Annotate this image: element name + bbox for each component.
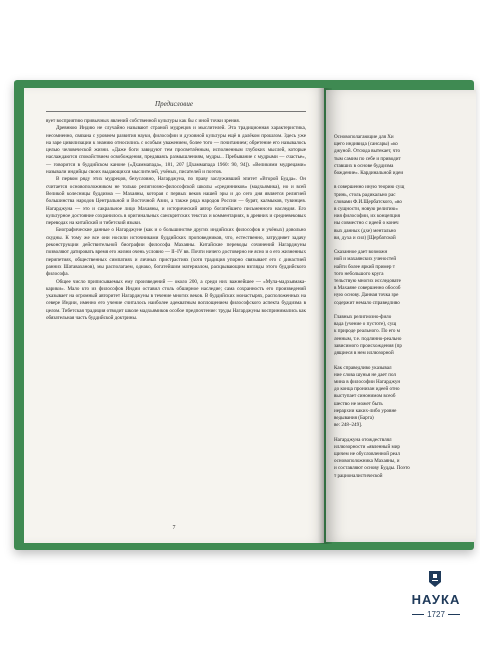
right-page-line: шество не может быть (334, 400, 383, 407)
right-page-line: тельствую многих исследовате (334, 278, 401, 285)
left-paragraph: В первом ряду этих мудрецов, безусловно, Нагарджуна, по праву заслуживший эпитет «Второй Будда». Он считается основоположником не только религиозно-философской школы «срединников» (мадхьямика), но и всей Великой колесницы буддизма — Махаяны, которая с первых веков нашей эры и до сего дня является религией большинства народов Центральной и Восточной Азии, а также ряда народов России — бурят, калмыков, тувинцев. Нагарджуна — это и сакральное лицо Махаяны, и исторический автор богатейшего письменного наследия. Его культурное достояние сохранилось в оригинальных санскритских текстах и комментариях, в древних и средневековых переводах на китайский и тибетский языки. (46, 176, 306, 227)
right-page-line: вада (учение о пустоте), сущ (334, 321, 397, 328)
right-page-line: и составляют основу Будды. Поэто (334, 465, 410, 472)
right-page-line: т рационалистической (334, 472, 383, 479)
right-page-line: ние слова шунья не дает пол (334, 371, 396, 378)
right-page-line: в совершенно иную теорию сущ (334, 184, 405, 191)
right-page-line: ставших в основе буддизма (334, 162, 394, 169)
right-page-line: в сущности, новую религию» (334, 206, 398, 213)
header-rule (46, 111, 306, 112)
right-page-line: основоположника Махаяны, и (334, 458, 400, 465)
right-page-line: тринь, столь радикально рас (334, 191, 396, 198)
publisher-year: 1727 (408, 610, 464, 619)
right-page-line: вых данных (дхе) ментально (334, 227, 397, 234)
right-page (326, 90, 476, 542)
publisher-name: НАУКА (411, 592, 461, 607)
right-page-line: Как справедливо указывал (334, 364, 392, 371)
right-page-line: выступает синонимом всеоб (334, 393, 396, 400)
right-page-line: джуной. Отсюда вытекает, что (334, 148, 400, 155)
right-page-line: тым самим по себе и приводит (334, 155, 401, 162)
right-page-line: ную основу. Данная точка зре (334, 292, 399, 299)
right-page-text (334, 134, 476, 480)
right-page-line: иерархии каких-либо уровне (334, 407, 397, 414)
right-page-line: щичем не обусловленной реал (334, 450, 400, 457)
right-page-line: мина в философии Нагарджун (334, 378, 401, 385)
right-page-line: ви, духа и сил) [Щербатской (334, 234, 396, 241)
right-page-line: ве: 248–249]. (334, 422, 363, 429)
right-page-line: к природе реального. По его м (334, 328, 400, 335)
left-paragraph: Общее число приписываемых ему произведений — около 200, а среди них важнейшее — «Мула-мадхьямака-карики». Мало кто из философов Индии оставил столь обширное наследие; сама сохранность его произведений указывает на огромный авторитет Нагарджуны в течение многих веков. В буддийских монастырях, расположенных на севере Индии, именно его учение считалось наиболее адекватным воплощением философского аспекта буддизма в целом. Тибетская традиция отводит школе мадхьямиков особое предпочтение: труды Нагарджуны воспринимались как обязательная часть буддийской доктрины. (46, 278, 306, 322)
right-page-line: Нагарджуна отождествлял (334, 436, 392, 443)
right-page-line: зависимого происхождения (пр (334, 342, 402, 349)
right-page-line (334, 242, 476, 249)
left-page (24, 88, 324, 543)
right-page-line (334, 177, 476, 184)
right-page-line: бождение». Кардинальной идеи (334, 170, 404, 177)
left-paragraph: Биографические данные о Нагарджуне (как и о большинстве других индийских философов и учёных) довольно скудны. К тому же все они носили источниками буддийских проповедников, что, естественно, затрудняет задачу реконструкции действительной биографии философа Махаяны. Китайские переводы сочинений Нагарджуны позволяют датировать время его жизни очень условно — II–IV вв. Почти ничего достоверно не ясно и о его жизненных перипетиях, общественных симпатиях и личных пристрастиях (хотя традиция упорно связывает его с династией ранних Шатаваханов), мы располагаем, однако, богатейшим материалом, раскрывающим взгляды этого буддийского философа. (46, 227, 306, 278)
right-page-line: словами Ф.И.Щербатского, «во (334, 198, 402, 205)
right-page-line: ной и махаянских ученостей (334, 256, 397, 263)
publisher-emblem-icon (428, 570, 442, 588)
publisher-logo (408, 570, 464, 646)
right-page-line: Основополагающие для Хи (334, 134, 394, 140)
right-page-line: Главных религиозно-фило (334, 314, 392, 321)
left-page-text (46, 118, 306, 322)
right-page-line: Сказанное дает возможн (334, 249, 388, 256)
right-page-line: найти более яркий пример т (334, 263, 395, 270)
left-paragraph: Древнюю Индию не случайно называют страной мудрецов и мыслителей. Эта традиционная характеристика, несомненно, связана с уровнем развития науки, философии и духовной культуры ещё в далёком прошлом. Здесь уже на заре цивилизации к знанию относились с особым уважением, более того — почитанием; обретение его называлось целью человеческой жизни. «Даже боги завидуют тем просветлённым, исполненным глубоких мыслей, которые наслаждаются спокойствием освобождения, предаваясь размышлениям, мудры... Пребывание с мудрыми — счастье», — говорится в буддийском каноне («Дхаммапада», 181, 207 [Дхаммапада 1960: 90, 94]). «Великими мудрецами» называли индийцы своих выдающихся мыслителей, учёных, писателей и поэтов. (46, 125, 306, 176)
right-page-line: в Махаяне совершенно обособ (334, 285, 401, 292)
right-page-line: того небольшого круга (334, 270, 384, 277)
right-page-line (334, 357, 476, 364)
right-page-line: ны совместно с идеей о конеч (334, 220, 399, 227)
left-paragraph: вует восприятию привычных явлений собственной культуры как бы с иной точки зрения. (46, 118, 241, 124)
right-page-line: ния философии, их концепция (334, 213, 400, 220)
right-page-line: до конца пронизан идеей отно (334, 386, 400, 393)
right-page-line (334, 429, 476, 436)
right-page-line: иллюзорности «явленный мир (334, 443, 400, 450)
running-head: Предисловие (155, 100, 193, 108)
right-page-line: ведывания (Барга) (334, 414, 374, 421)
page-number: 7 (172, 525, 176, 531)
right-page-line: щего индивида (сансары) «ко (334, 141, 398, 148)
right-page-line (334, 307, 476, 314)
right-page-line: дящиеся в нем иллюзорной (334, 350, 394, 357)
right-page-line: содержит немало справедливо (334, 299, 400, 306)
right-page-line: ленным, т.е. подлинно-реально (334, 335, 402, 342)
